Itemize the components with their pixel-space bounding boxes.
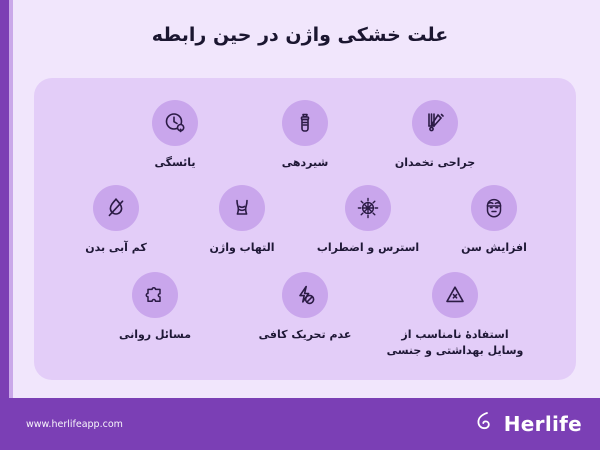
list-item-label: استرس و اضطراب [316,240,420,254]
icons-grid [34,78,576,380]
list-item-label: التهاب واژن [209,240,275,254]
list-item-label: یائسگی [154,156,196,169]
no-water-drop-icon [93,185,139,231]
list-item-label: استفادهٔ نامناسب از وسایل بهداشتی و جنسی [386,327,524,357]
stressed-brain-icon [345,185,391,231]
no-lightning-icon [282,272,328,318]
inflamed-uterus-icon [219,185,265,231]
surgery-tools-icon [412,100,458,146]
herlife-leaf-icon [474,410,496,438]
icons-row [44,272,566,359]
footer-bar [0,398,600,450]
list-item [305,185,431,256]
list-item-label: جراحی تخمدان [394,156,476,169]
list-item-label: مسائل روانی [118,327,192,341]
baby-bottle-icon [282,100,328,146]
brand-block [474,410,582,438]
list-item [80,272,230,343]
icons-card [34,78,576,380]
list-item [53,185,179,256]
clock-menopause-icon [152,100,198,146]
warning-triangle-icon [432,272,478,318]
icons-row [44,185,566,256]
left-accent-bar [0,0,9,450]
left-accent-bar-secondary [9,0,13,450]
website-url: www.herlifeapp.com [26,418,123,430]
list-item-label: کم آبی بدن [85,240,147,254]
aging-face-icon [471,185,517,231]
page-title: علت خشکی واژن در حین رابطه [151,24,449,46]
list-item [179,185,305,256]
puzzle-mind-icon [132,272,178,318]
list-item [240,100,370,171]
list-item-label: افزایش سن [461,240,527,254]
list-item [370,100,500,171]
brand-name: Herlife [503,412,582,436]
list-item [431,185,557,256]
list-item [110,100,240,171]
list-item-label: عدم تحریک کافی [258,327,352,341]
icons-row [44,100,566,171]
list-item [380,272,530,359]
list-item-label: شیردهی [281,156,329,169]
list-item [230,272,380,343]
